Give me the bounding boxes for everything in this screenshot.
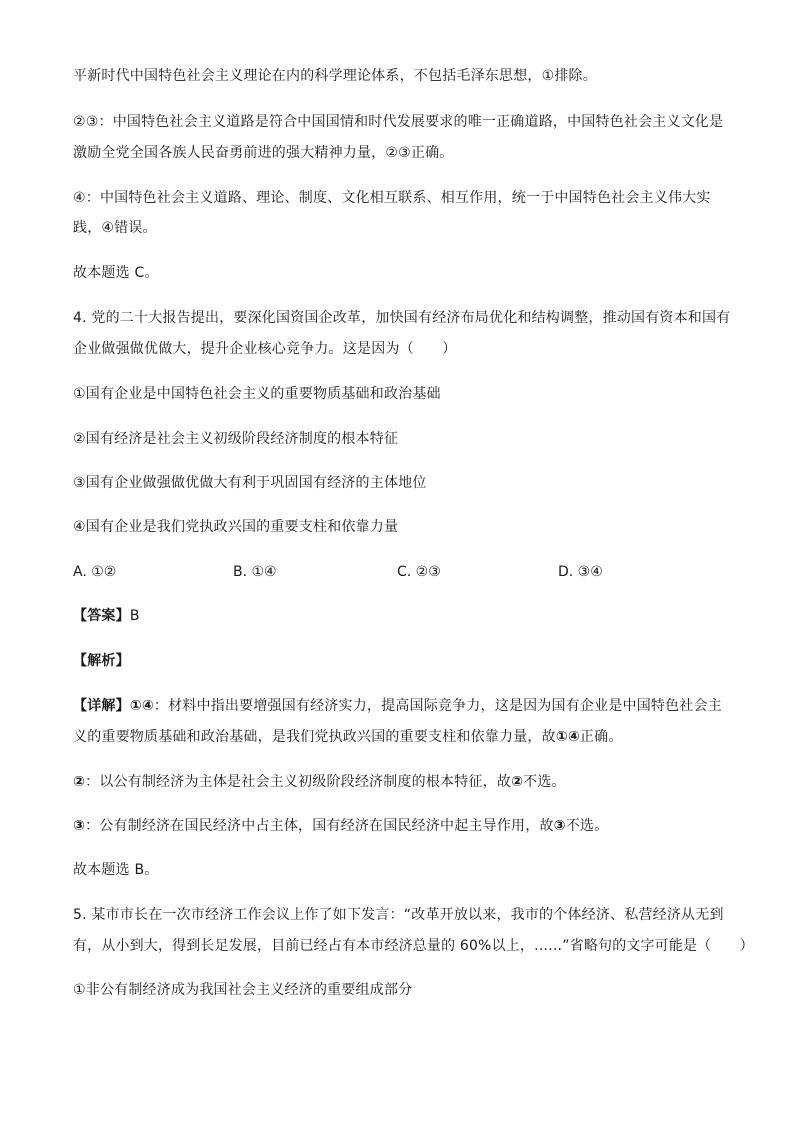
- paragraph-text: 不选。: [565, 818, 609, 834]
- text-line: ②③：中国特色社会主义道路是符合中国国情和时代发展要求的唯一正确道路，中国特色社会主义文化是: [73, 114, 724, 130]
- detail-marker: ①④: [555, 729, 580, 745]
- answer-line: [73, 607, 140, 625]
- statement-4: ④国有企业是我们党执政兴国的重要支柱和依靠力量: [73, 519, 399, 535]
- detail-marker: ①④: [129, 698, 154, 714]
- option-a: A. ①②: [73, 564, 117, 580]
- question-5-stem: 有，从小到大，得到长足发展，目前已经占有本市经济总量的 60%以上，……”省略句的文字可能是（ ）: [73, 938, 754, 954]
- text-line: 激励全党全国各族人民奋勇前进的强大精神力量，②③正确。: [73, 145, 454, 161]
- analysis-paragraph-3: [73, 817, 608, 835]
- statement-1: ①国有企业是中国特色社会主义的重要物质基础和政治基础: [73, 386, 441, 402]
- statement-2: ②国有经济是社会主义初级阶段经济制度的根本特征: [73, 431, 399, 447]
- question-4-stem: 企业做强做优做大，提升企业核心竞争力。这是因为（ ）: [73, 341, 457, 357]
- paragraph-text: ：以公有制经济为主体是社会主义初级阶段经济制度的根本特征，故: [85, 774, 512, 790]
- paragraph-marker: ②: [73, 774, 86, 790]
- option-d: D. ③④: [558, 564, 603, 580]
- analysis-paragraph-2: [73, 773, 566, 791]
- conclusion-line: 故本题选 B。: [73, 862, 159, 878]
- answer-label: 【答案】: [73, 608, 130, 624]
- text-line: 故本题选 C。: [73, 265, 159, 281]
- detail-text: 义的重要物质基础和政治基础，是我们党执政兴国的重要支柱和依靠力量，故: [73, 729, 556, 745]
- detail-label: 【详解】: [73, 698, 130, 714]
- detail-text: ：材料中指出要增强国有经济实力，提高国际竞争力，这是因为国有企业是中国特色社会主: [153, 698, 722, 714]
- option-c: C. ②③: [397, 564, 441, 580]
- paragraph-marker: ③: [553, 818, 566, 834]
- detail-line: [73, 728, 623, 746]
- detail-line: [73, 697, 722, 715]
- question-4-stem: 4. 党的二十大报告提出，要深化国资国企改革，加快国有经济布局优化和结构调整，推动国有资本和国有: [73, 310, 731, 326]
- question-5-stem: 5. 某市市长在一次市经济工作会议上作了如下发言：“改革开放以来，我市的个体经济、私营经济从无到: [73, 907, 724, 923]
- text-line: 践，④错误。: [73, 220, 157, 236]
- statement-3: ③国有企业做强做优做大有利于巩固国有经济的主体地位: [73, 475, 427, 491]
- detail-text: 正确。: [579, 729, 623, 745]
- paragraph-text: 不选。: [523, 774, 566, 790]
- text-line: 平新时代中国特色社会主义理论在内的科学理论体系，不包括毛泽东思想，①排除。: [73, 68, 597, 84]
- paragraph-text: ：公有制经济在国民经济中占主体，国有经济在国民经济中起主导作用，故: [85, 818, 554, 834]
- text-line: ④：中国特色社会主义道路、理论、制度、文化相互联系、相互作用，统一于中国特色社会主义伟大实: [73, 190, 711, 206]
- answer-value: B: [129, 608, 140, 624]
- analysis-label: 【解析】: [73, 653, 130, 669]
- option-b: B. ①④: [233, 564, 277, 580]
- q5-statement-1: ①非公有制经济成为我国社会主义经济的重要组成部分: [73, 982, 413, 998]
- paragraph-marker: ③: [73, 818, 86, 834]
- paragraph-marker: ②: [511, 774, 524, 790]
